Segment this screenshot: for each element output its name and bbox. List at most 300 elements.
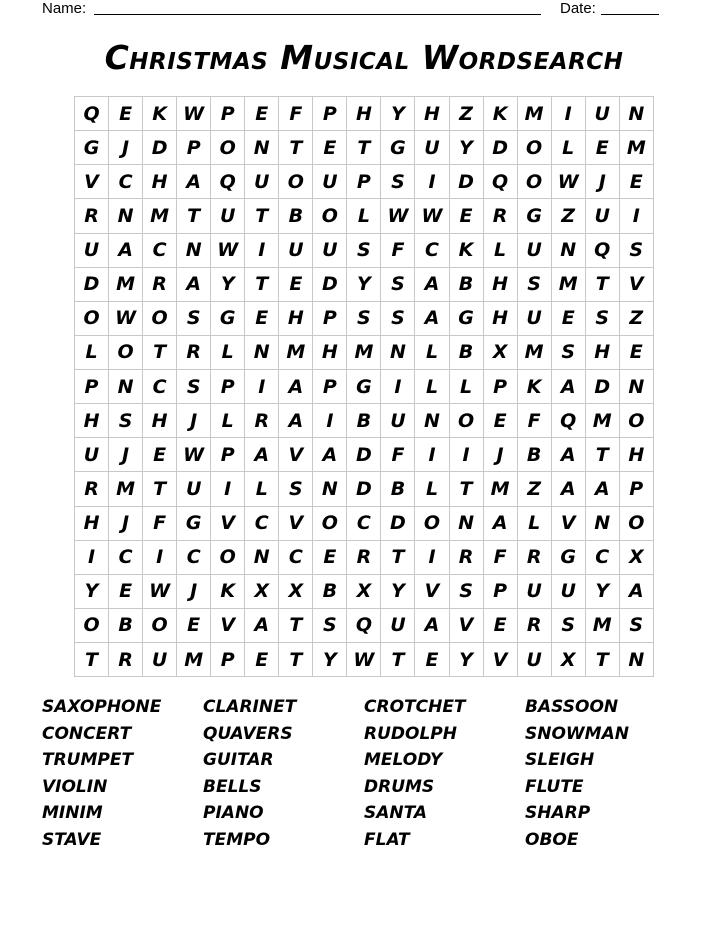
grid-cell[interactable]: A [415,268,449,302]
grid-cell[interactable]: U [245,165,279,199]
grid-cell[interactable]: F [484,541,518,575]
grid-cell[interactable]: N [620,643,654,677]
grid-cell[interactable]: O [211,131,245,165]
grid-cell[interactable]: V [552,507,586,541]
grid-cell[interactable]: K [518,370,552,404]
grid-cell[interactable]: R [245,404,279,438]
grid-cell[interactable]: F [279,97,313,131]
grid-cell[interactable]: R [109,643,143,677]
grid-cell[interactable]: X [620,541,654,575]
grid-cell[interactable]: R [450,541,484,575]
grid-cell[interactable]: L [347,199,381,233]
grid-cell[interactable]: K [450,234,484,268]
grid-cell[interactable]: O [518,131,552,165]
grid-cell[interactable]: D [586,370,620,404]
grid-cell[interactable]: J [484,438,518,472]
grid-cell[interactable]: I [450,438,484,472]
grid-cell[interactable]: I [245,370,279,404]
grid-cell[interactable]: Y [450,131,484,165]
grid-cell[interactable]: L [450,370,484,404]
grid-cell[interactable]: C [143,234,177,268]
grid-cell[interactable]: W [415,199,449,233]
grid-row [75,97,654,131]
grid-cell[interactable]: A [109,234,143,268]
grid-cell[interactable]: L [415,336,449,370]
grid-cell[interactable]: S [381,302,415,336]
grid-cell[interactable]: P [313,97,347,131]
grid-cell[interactable]: L [415,370,449,404]
grid-cell[interactable]: T [586,438,620,472]
grid-cell[interactable]: G [381,131,415,165]
grid-cell[interactable]: P [620,472,654,506]
grid-cell[interactable]: V [75,165,109,199]
grid-cell[interactable]: O [313,199,347,233]
grid-cell[interactable]: Q [211,165,245,199]
grid-cell[interactable]: U [177,472,211,506]
grid-cell[interactable]: S [586,302,620,336]
grid-cell[interactable]: W [177,97,211,131]
grid-row [75,643,654,677]
grid-cell[interactable]: H [484,302,518,336]
grid-cell[interactable]: C [245,507,279,541]
grid-cell[interactable]: L [245,472,279,506]
grid-cell[interactable]: B [347,404,381,438]
grid-cell[interactable]: U [415,131,449,165]
grid-cell[interactable]: V [211,609,245,643]
grid-cell[interactable]: E [586,131,620,165]
grid-cell[interactable]: S [518,268,552,302]
grid-cell[interactable]: P [177,131,211,165]
grid-cell[interactable]: E [109,575,143,609]
grid-cell[interactable]: O [109,336,143,370]
grid-cell[interactable]: I [381,370,415,404]
grid-cell[interactable]: A [552,438,586,472]
grid-cell[interactable]: E [620,165,654,199]
grid-cell[interactable]: D [484,131,518,165]
grid-cell[interactable]: H [484,268,518,302]
grid-cell[interactable]: Q [484,165,518,199]
grid-cell[interactable]: S [347,234,381,268]
grid-cell[interactable]: W [177,438,211,472]
grid-cell[interactable]: T [177,199,211,233]
grid-cell[interactable]: H [586,336,620,370]
grid-cell[interactable]: U [518,234,552,268]
grid-cell[interactable]: B [279,199,313,233]
grid-cell[interactable]: U [586,97,620,131]
grid-cell[interactable]: A [415,302,449,336]
grid-cell[interactable]: S [620,234,654,268]
grid-cell[interactable]: S [450,575,484,609]
grid-cell[interactable]: M [279,336,313,370]
grid-cell[interactable]: I [620,199,654,233]
grid-cell[interactable]: G [518,199,552,233]
grid-cell[interactable]: G [347,370,381,404]
grid-cell[interactable]: U [518,575,552,609]
grid-cell[interactable]: T [586,268,620,302]
grid-cell[interactable]: E [245,302,279,336]
grid-cell[interactable]: R [518,609,552,643]
grid-cell[interactable]: N [313,472,347,506]
grid-cell[interactable]: S [279,472,313,506]
grid-cell[interactable]: S [177,370,211,404]
grid-cell[interactable]: M [109,268,143,302]
grid-cell[interactable]: L [211,336,245,370]
grid-cell[interactable]: J [586,165,620,199]
grid-cell[interactable]: U [143,643,177,677]
grid-cell[interactable]: U [586,199,620,233]
grid-cell[interactable]: Y [381,575,415,609]
grid-cell[interactable]: I [415,438,449,472]
grid-cell[interactable]: Y [313,643,347,677]
grid-cell[interactable]: T [381,541,415,575]
grid-cell[interactable]: M [484,472,518,506]
grid-cell[interactable]: Y [381,97,415,131]
word-column [364,694,524,853]
grid-cell[interactable]: B [518,438,552,472]
grid-cell[interactable]: S [109,404,143,438]
grid-cell[interactable]: D [381,507,415,541]
grid-cell[interactable]: C [109,541,143,575]
grid-cell[interactable]: E [245,97,279,131]
grid-cell[interactable]: L [484,234,518,268]
grid-cell[interactable]: M [109,472,143,506]
grid-cell[interactable]: A [484,507,518,541]
grid-cell[interactable]: L [518,507,552,541]
grid-cell[interactable]: H [620,438,654,472]
word-item: GUITAR [203,750,274,770]
grid-cell[interactable]: X [279,575,313,609]
grid-cell[interactable]: E [143,438,177,472]
grid-cell[interactable]: T [143,336,177,370]
grid-cell[interactable]: P [484,575,518,609]
grid-cell[interactable]: V [279,507,313,541]
grid-cell[interactable]: S [620,609,654,643]
grid-cell[interactable]: O [450,404,484,438]
grid-cell[interactable]: C [347,507,381,541]
grid-cell[interactable]: P [211,438,245,472]
grid-cell[interactable]: D [75,268,109,302]
grid-cell[interactable]: C [279,541,313,575]
grid-cell[interactable]: C [177,541,211,575]
grid-cell[interactable]: B [313,575,347,609]
word-item: TEMPO [203,829,271,850]
grid-cell[interactable]: W [211,234,245,268]
grid-cell[interactable]: Z [450,97,484,131]
grid-cell[interactable]: E [245,643,279,677]
grid-cell[interactable]: L [75,336,109,370]
grid-cell[interactable]: I [143,541,177,575]
grid-cell[interactable]: S [347,302,381,336]
grid-cell[interactable]: P [211,643,245,677]
grid-cell[interactable]: N [245,541,279,575]
grid-cell[interactable]: Y [75,575,109,609]
grid-cell[interactable]: M [347,336,381,370]
grid-cell[interactable]: O [143,609,177,643]
grid-cell[interactable]: F [518,404,552,438]
grid-cell[interactable]: H [143,165,177,199]
grid-cell[interactable]: M [518,336,552,370]
grid-cell[interactable]: R [484,199,518,233]
grid-cell[interactable]: V [450,609,484,643]
grid-cell[interactable]: Q [552,404,586,438]
grid-cell[interactable]: O [211,541,245,575]
grid-cell[interactable]: N [177,234,211,268]
grid-cell[interactable]: N [109,370,143,404]
grid-cell[interactable]: R [177,336,211,370]
grid-cell[interactable]: E [313,541,347,575]
grid-cell[interactable]: T [450,472,484,506]
grid-cell[interactable]: G [552,541,586,575]
grid-cell[interactable]: N [620,97,654,131]
grid-cell[interactable]: T [279,131,313,165]
grid-cell[interactable]: W [381,199,415,233]
grid-cell[interactable]: C [586,541,620,575]
grid-cell[interactable]: S [552,336,586,370]
grid-cell[interactable]: A [313,438,347,472]
grid-cell[interactable]: A [552,472,586,506]
grid-cell[interactable]: V [415,575,449,609]
grid-cell[interactable]: V [211,507,245,541]
grid-cell[interactable]: M [620,131,654,165]
grid-cell[interactable]: G [177,507,211,541]
grid-cell[interactable]: X [484,336,518,370]
grid-cell[interactable]: T [75,643,109,677]
grid-cell[interactable]: F [381,234,415,268]
grid-cell[interactable]: B [109,609,143,643]
grid-cell[interactable]: N [381,336,415,370]
grid-cell[interactable]: I [245,234,279,268]
grid-cell[interactable]: E [313,131,347,165]
grid-cell[interactable]: B [450,268,484,302]
grid-cell[interactable]: Z [552,199,586,233]
grid-cell[interactable]: F [143,507,177,541]
grid-cell[interactable]: P [347,165,381,199]
grid-cell[interactable]: V [484,643,518,677]
grid-cell[interactable]: M [518,97,552,131]
grid-cell[interactable]: J [109,507,143,541]
grid-cell[interactable]: N [586,507,620,541]
grid-cell[interactable]: S [177,302,211,336]
grid-cell[interactable]: A [279,370,313,404]
grid-cell[interactable]: R [143,268,177,302]
grid-cell[interactable]: A [177,165,211,199]
grid-cell[interactable]: T [245,268,279,302]
grid-cell[interactable]: U [381,609,415,643]
grid-cell[interactable]: A [415,609,449,643]
grid-cell[interactable]: L [415,472,449,506]
grid-cell[interactable]: H [75,404,109,438]
grid-cell[interactable]: X [245,575,279,609]
grid-cell[interactable]: A [586,472,620,506]
grid-cell[interactable]: D [347,438,381,472]
grid-cell[interactable]: M [143,199,177,233]
grid-cell[interactable]: O [518,165,552,199]
grid-cell[interactable]: U [75,234,109,268]
grid-cell[interactable]: J [177,575,211,609]
grid-cell[interactable]: G [75,131,109,165]
grid-cell[interactable]: O [620,404,654,438]
grid-cell[interactable]: O [313,507,347,541]
grid-cell[interactable]: A [620,575,654,609]
grid-cell[interactable]: B [381,472,415,506]
grid-cell[interactable]: I [415,165,449,199]
grid-row [75,268,654,302]
grid-cell[interactable]: E [620,336,654,370]
grid-cell[interactable]: T [279,643,313,677]
grid-cell[interactable]: S [381,268,415,302]
grid-cell[interactable]: I [415,541,449,575]
grid-cell[interactable]: O [415,507,449,541]
grid-cell[interactable]: E [177,609,211,643]
header-line [0,0,728,20]
grid-cell[interactable]: E [109,97,143,131]
grid-cell[interactable]: Q [347,609,381,643]
grid-cell[interactable]: I [552,97,586,131]
grid-cell[interactable]: N [450,507,484,541]
grid-cell[interactable]: U [313,234,347,268]
grid-cell[interactable]: U [279,234,313,268]
grid-cell[interactable]: N [109,199,143,233]
grid-cell[interactable]: U [518,643,552,677]
grid-cell[interactable]: D [347,472,381,506]
grid-cell[interactable]: N [245,131,279,165]
grid-cell[interactable]: P [313,302,347,336]
grid-cell[interactable]: D [450,165,484,199]
grid-cell[interactable]: Y [450,643,484,677]
grid-cell[interactable]: W [347,643,381,677]
grid-cell[interactable]: M [552,268,586,302]
grid-cell[interactable]: S [552,609,586,643]
grid-cell[interactable]: U [518,302,552,336]
grid-cell[interactable]: A [279,404,313,438]
grid-cell[interactable]: E [484,609,518,643]
grid-cell[interactable]: B [450,336,484,370]
grid-cell[interactable]: E [450,199,484,233]
grid-cell[interactable]: H [279,302,313,336]
grid-cell[interactable]: R [347,541,381,575]
grid-cell[interactable]: T [347,131,381,165]
grid-cell[interactable]: A [177,268,211,302]
grid-cell[interactable]: H [415,97,449,131]
grid-cell[interactable]: H [143,404,177,438]
grid-cell[interactable]: U [211,199,245,233]
grid-cell[interactable]: P [211,97,245,131]
grid-cell[interactable]: D [313,268,347,302]
grid-cell[interactable]: Z [620,302,654,336]
grid-cell[interactable]: U [552,575,586,609]
grid-cell[interactable]: O [75,302,109,336]
grid-cell[interactable]: W [552,165,586,199]
grid-cell[interactable]: P [484,370,518,404]
grid-cell[interactable]: A [552,370,586,404]
grid-cell[interactable]: V [620,268,654,302]
grid-cell[interactable]: J [109,131,143,165]
grid-cell[interactable]: K [211,575,245,609]
grid-cell[interactable]: I [313,404,347,438]
grid-cell[interactable]: N [245,336,279,370]
grid-cell[interactable]: K [484,97,518,131]
grid-cell[interactable]: R [75,199,109,233]
grid-cell[interactable]: U [75,438,109,472]
grid-cell[interactable]: C [415,234,449,268]
grid-cell[interactable]: X [552,643,586,677]
grid-cell[interactable]: M [177,643,211,677]
grid-cell[interactable]: C [109,165,143,199]
grid-cell[interactable]: I [211,472,245,506]
grid-cell[interactable]: H [75,507,109,541]
grid-cell[interactable]: U [381,404,415,438]
grid-cell[interactable]: E [484,404,518,438]
word-column [525,694,685,853]
grid-cell[interactable]: J [177,404,211,438]
grid-cell[interactable]: R [518,541,552,575]
grid-cell[interactable]: C [143,370,177,404]
grid-cell[interactable]: T [143,472,177,506]
grid-cell[interactable]: P [75,370,109,404]
grid-cell[interactable]: Z [518,472,552,506]
grid-cell[interactable]: R [75,472,109,506]
grid-cell[interactable]: H [313,336,347,370]
grid-cell[interactable]: J [109,438,143,472]
grid-cell[interactable]: Y [211,268,245,302]
grid-cell[interactable]: Y [347,268,381,302]
grid-cell[interactable]: P [313,370,347,404]
grid-cell[interactable]: T [279,609,313,643]
grid-cell[interactable]: M [586,404,620,438]
word-item: SANTA [364,803,428,823]
grid-cell[interactable]: O [75,609,109,643]
grid-cell[interactable]: N [415,404,449,438]
grid-cell[interactable]: L [211,404,245,438]
grid-cell[interactable]: A [245,438,279,472]
grid-cell[interactable]: E [279,268,313,302]
grid-cell[interactable]: W [109,302,143,336]
grid-cell[interactable]: X [347,575,381,609]
grid-cell[interactable]: K [143,97,177,131]
grid-cell[interactable]: N [552,234,586,268]
grid-cell[interactable]: U [313,165,347,199]
grid-cell[interactable]: E [552,302,586,336]
grid-cell[interactable]: O [279,165,313,199]
grid-cell[interactable]: D [143,131,177,165]
grid-cell[interactable]: O [143,302,177,336]
grid-cell[interactable]: V [279,438,313,472]
grid-cell[interactable]: L [552,131,586,165]
grid-row [75,472,654,506]
grid-cell[interactable]: E [415,643,449,677]
grid-cell[interactable]: Y [586,575,620,609]
word-item: BASSOON [525,697,619,717]
grid-cell[interactable]: T [381,643,415,677]
grid-cell[interactable]: Q [586,234,620,268]
grid-cell[interactable]: G [450,302,484,336]
grid-cell[interactable]: Q [75,97,109,131]
grid-cell[interactable]: S [381,165,415,199]
grid-cell[interactable]: M [586,609,620,643]
grid-cell[interactable]: H [347,97,381,131]
grid-cell[interactable]: P [211,370,245,404]
grid-cell[interactable]: I [75,541,109,575]
grid-cell[interactable]: A [245,609,279,643]
grid-cell[interactable]: O [620,507,654,541]
grid-cell[interactable]: T [586,643,620,677]
grid-cell[interactable]: F [381,438,415,472]
grid-cell[interactable]: G [211,302,245,336]
grid-cell[interactable]: T [245,199,279,233]
grid-cell[interactable]: N [620,370,654,404]
grid-cell[interactable]: W [143,575,177,609]
grid-cell[interactable]: S [313,609,347,643]
